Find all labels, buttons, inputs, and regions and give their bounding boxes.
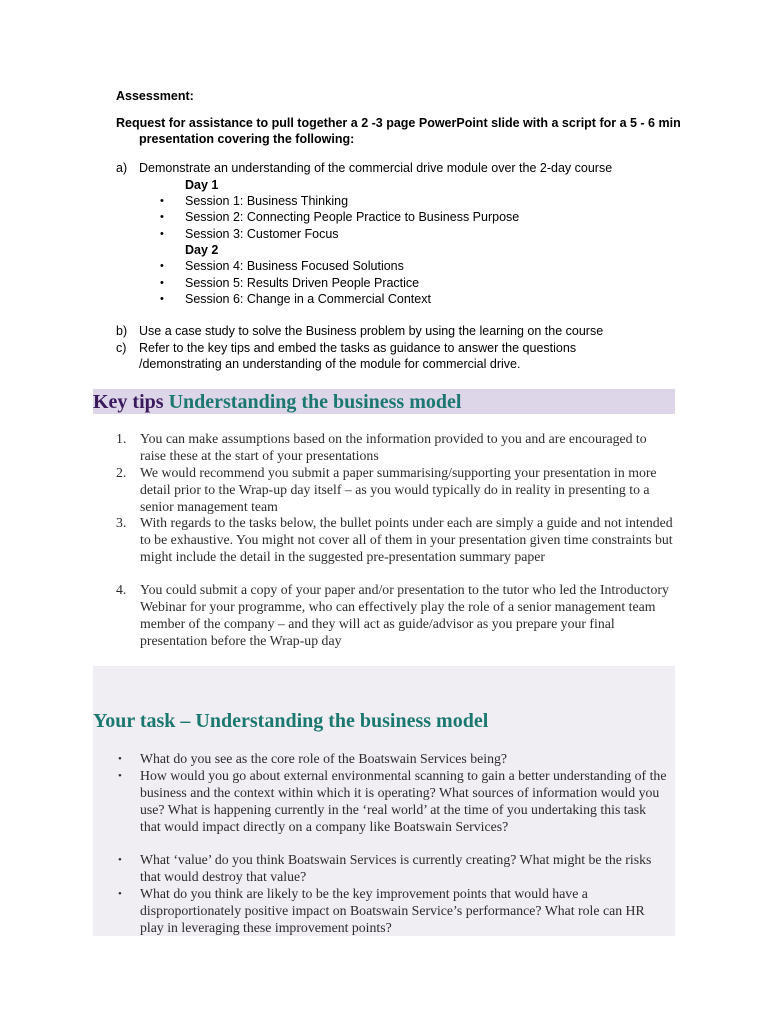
tip-text: You can make assumptions based on the information provided to you and are encouraged to raise these at the start of your presentations bbox=[140, 431, 647, 463]
tip-number: 3. bbox=[116, 515, 127, 530]
tip-number: 2. bbox=[116, 465, 127, 480]
tip-text: With regards to the tasks below, the bullet points under each are simply a guide and not intended to be exhaustive. You might not cover all of them in your presentation given time constraints but might include the detail in the suggested pre-presentation summary paper bbox=[140, 515, 673, 564]
session-text: Session 6: Change in a Commercial Context bbox=[185, 292, 431, 306]
tip-text: We would recommend you submit a paper summarising/supporting your presentation in more detail prior to the Wrap-up day itself – as you would typically do in reality in presenting to a senior management team bbox=[140, 465, 657, 514]
bullet-icon: • bbox=[160, 195, 164, 207]
session-text: Session 5: Results Driven People Practice bbox=[185, 276, 420, 290]
list-item-text: Use a case study to solve the Business problem by using the learning on the course bbox=[139, 324, 604, 338]
assessment-title: Assessment: bbox=[116, 89, 194, 103]
bullet-icon: • bbox=[160, 260, 164, 272]
assessment-request bbox=[116, 115, 696, 148]
list-item-text: Demonstrate an understanding of the commercial drive module over the 2-day course bbox=[139, 161, 613, 175]
bullet-icon: • bbox=[160, 293, 164, 305]
task-text: What do you think are likely to be the key improvement points that would have a disproportionately positive impact on Boatswain Service’s performance? What role can HR play in leveraging these improvement points? bbox=[140, 886, 645, 935]
tip-text: You could submit a copy of your paper and/or presentation to the tutor who led the Introductory Webinar for your programme, who can effectively play the role of a senior management team member of the company – and they will act as guide/advisor as you prepare your final presentation before the Wrap-up day bbox=[140, 582, 669, 648]
bullet-icon: • bbox=[160, 228, 164, 240]
task-text: What do you see as the core role of the Boatswain Services being? bbox=[140, 751, 508, 766]
list-marker: b) bbox=[116, 324, 128, 338]
day-label: Day 1 bbox=[185, 178, 219, 192]
key-tips-heading-prefix: Key tips bbox=[93, 391, 164, 413]
key-tips-heading bbox=[93, 389, 675, 414]
task-heading-text: Your task – Understanding the business model bbox=[93, 710, 489, 732]
bullet-icon: • bbox=[118, 770, 122, 782]
session-text: Session 2: Connecting People Practice to Business Purpose bbox=[185, 210, 520, 224]
tip-number: 1. bbox=[116, 431, 127, 446]
bullet-icon: • bbox=[160, 211, 164, 223]
session-text: Session 1: Business Thinking bbox=[185, 194, 349, 208]
request-line-2: presentation covering the following: bbox=[139, 132, 355, 147]
task-heading bbox=[93, 708, 675, 734]
day-label: Day 2 bbox=[185, 243, 219, 257]
key-tips-heading-title: Understanding the business model bbox=[168, 391, 462, 413]
list-marker: a) bbox=[116, 161, 128, 175]
task-text: What ‘value’ do you think Boatswain Services is currently creating? What might be the risks that would destroy that value? bbox=[140, 852, 652, 884]
request-line-1: Request for assistance to pull together a 2 -3 page PowerPoint slide with a script for a 5 - 6 min bbox=[116, 116, 681, 130]
tip-number: 4. bbox=[116, 582, 127, 597]
bullet-icon: • bbox=[118, 753, 122, 765]
session-text: Session 3: Customer Focus bbox=[185, 227, 339, 241]
bullet-icon: • bbox=[118, 888, 122, 900]
bullet-icon: • bbox=[118, 854, 122, 866]
list-item-text: Refer to the key tips and embed the tasks as guidance to answer the questions /demonstrating an understanding of the module for commercial drive. bbox=[139, 341, 577, 372]
bullet-icon: • bbox=[160, 277, 164, 289]
task-text: How would you go about external environmental scanning to gain a better understanding of the business and the context within which it is operating? What sources of information would you use? What is happening currently in the ‘real world’ at the time of you undertaking this task that would impact directly on a company like Boatswain Services? bbox=[140, 768, 667, 834]
list-marker: c) bbox=[116, 341, 127, 355]
session-text: Session 4: Business Focused Solutions bbox=[185, 259, 404, 273]
